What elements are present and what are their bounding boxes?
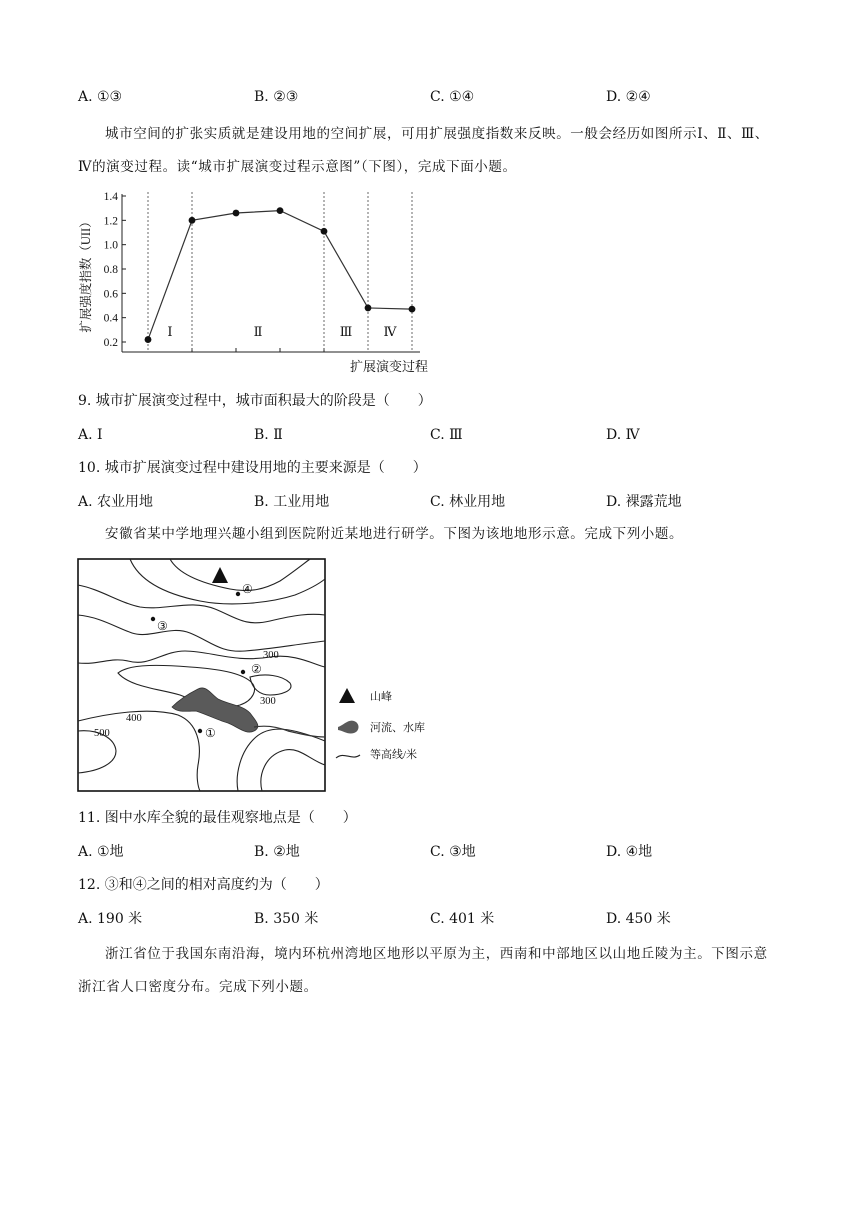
chart-stage-label: Ⅱ: [253, 324, 263, 339]
q11-option-c: C. ③地: [430, 844, 476, 860]
topographic-map: [70, 555, 450, 795]
question-10: 10. 城市扩展演变过程中建设用地的主要来源是（ ）: [78, 460, 427, 476]
legend-contour-icon: [336, 755, 360, 758]
chart-ytick-label: 0.2: [103, 337, 118, 349]
q8-option-b: B. ②③: [254, 89, 299, 105]
chart-series-line: [148, 211, 412, 340]
chart-point: [365, 305, 372, 312]
contour-label-300-b: 300: [260, 696, 276, 707]
point-3-label: ③: [157, 619, 168, 633]
chart-ytick-label: 1.2: [103, 215, 118, 228]
question-11: 11. 图中水库全貌的最佳观察地点是（ ）: [78, 810, 357, 826]
chart-ytick-label: 1.0: [103, 239, 118, 252]
question-12: 12. ③和④之间的相对高度约为（ ）: [78, 877, 329, 893]
point-2-label: ②: [251, 662, 262, 676]
q10-option-a: A. 农业用地: [78, 494, 154, 510]
q12-option-d: D. 450 米: [606, 911, 671, 927]
q12-option-c: C. 401 米: [430, 911, 495, 927]
q11-option-a: A. ①地: [78, 844, 124, 860]
q8-option-c: C. ①④: [430, 89, 475, 105]
q8-option-a: A. ①③: [78, 89, 123, 105]
legend-peak: 山峰: [370, 691, 392, 703]
chart-ylabel: 扩展强度指数（UII）: [79, 215, 93, 333]
q10-option-b: B. 工业用地: [254, 494, 330, 510]
q9-option-a: A. Ⅰ: [78, 427, 103, 443]
q9-option-b: B. Ⅱ: [254, 427, 283, 443]
q11-option-b: B. ②地: [254, 844, 300, 860]
chart-ytick-label: 0.8: [103, 264, 118, 276]
expansion-chart: [70, 184, 440, 379]
chart-stage-label: Ⅰ: [167, 324, 173, 339]
contour-label-500: 500: [94, 728, 110, 739]
q8-option-d: D. ②④: [606, 89, 651, 105]
chart-xlabel: 扩展演变过程: [349, 359, 428, 374]
intro-paragraph-3: 浙江省位于我国东南沿海，境内环杭州湾地区地形以平原为主，西南和中部地区以山地丘陵为主。下图示意浙江省人口密度分布。完成下列小题。: [78, 946, 768, 995]
q9-option-d: D. Ⅳ: [606, 427, 640, 443]
chart-point: [233, 210, 240, 217]
q11-option-d: D. ④地: [606, 844, 653, 860]
q9-option-c: C. Ⅲ: [430, 427, 463, 443]
q10-option-c: C. 林业用地: [430, 494, 506, 510]
legend-peak-icon: [339, 688, 355, 703]
legend-river: 河流、水库: [370, 722, 425, 734]
q12-option-b: B. 350 米: [254, 911, 319, 927]
point-4-label: ④: [242, 582, 253, 596]
point-1-label: ①: [205, 726, 216, 740]
chart-point: [321, 228, 328, 235]
chart-point: [277, 207, 284, 214]
chart-ytick-label: 0.4: [103, 312, 118, 325]
chart-point: [189, 217, 196, 224]
chart-point: [409, 306, 416, 313]
contour-label-300-a: 300: [263, 650, 279, 661]
chart-ytick-label: 1.4: [103, 191, 118, 203]
question-9: 9. 城市扩展演变过程中，城市面积最大的阶段是（ ）: [78, 393, 432, 409]
legend-contour: 等高线/米: [370, 749, 418, 761]
intro-paragraph-1: 城市空间的扩张实质就是建设用地的空间扩展，可用扩展强度指数来反映。一般会经历如图所示Ⅰ、Ⅱ、Ⅲ、Ⅳ的演变过程。读“城市扩展演变过程示意图”（下图），完成下面小题。: [78, 126, 769, 175]
chart-point: [145, 336, 152, 343]
q10-option-d: D. 裸露荒地: [606, 494, 682, 510]
contour-label-400: 400: [126, 713, 142, 724]
chart-stage-label: Ⅲ: [339, 324, 353, 339]
legend-river-icon: [338, 721, 359, 734]
intro-paragraph-2: 安徽省某中学地理兴趣小组到医院附近某地进行研学。下图为该地地形示意。完成下列小题。: [105, 526, 684, 542]
chart-ytick-label: 0.6: [103, 288, 118, 301]
chart-stage-label: Ⅳ: [383, 324, 397, 339]
q12-option-a: A. 190 米: [78, 911, 143, 927]
